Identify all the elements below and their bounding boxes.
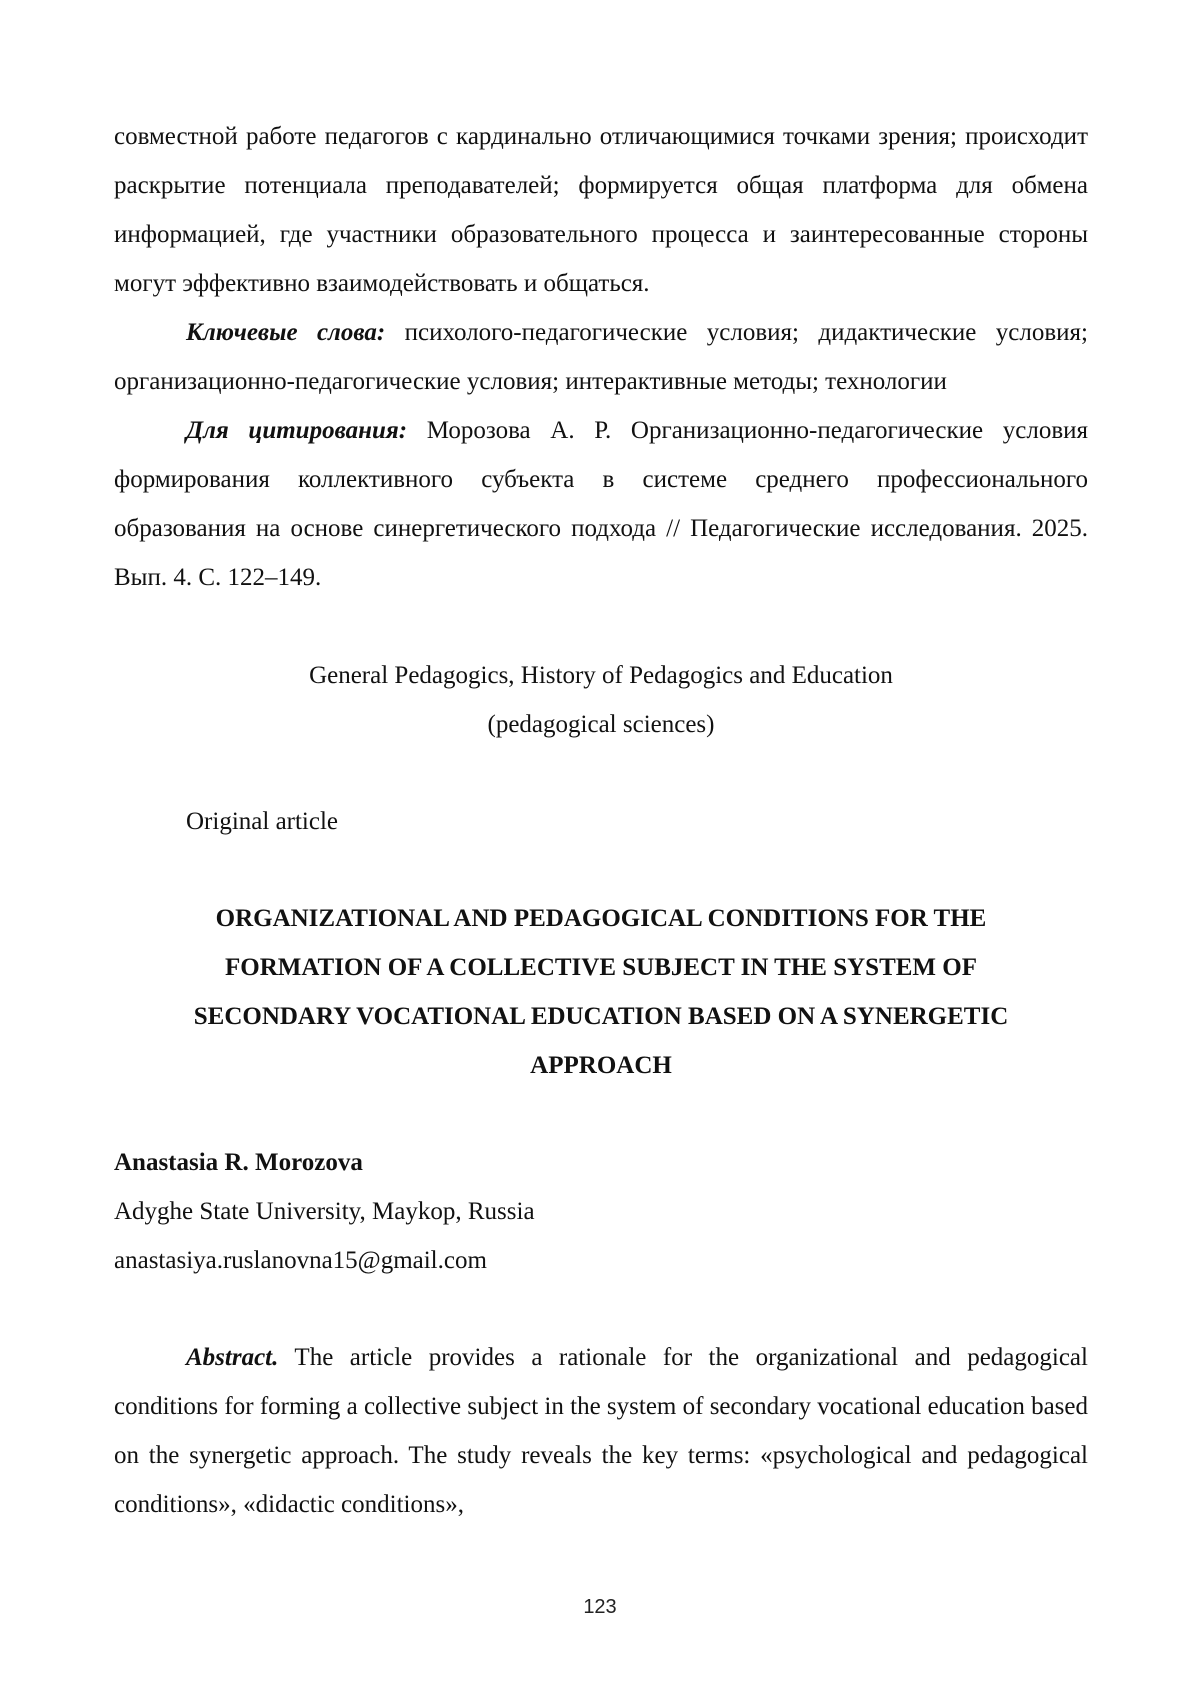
citation-paragraph — [114, 406, 1088, 602]
citation-text: Морозова А. Р. Организационно-педагогические условия формирования коллективного субъекта в системе среднего профессионального образования на основе синергетического подхода // Педагогические исследования. 2025. Вып. 4. С. 122–149. — [114, 417, 1089, 591]
title-line-3: SECONDARY VOCATIONAL EDUCATION BASED ON A SYNERGETIC — [193, 1003, 1009, 1030]
continuation-text: совместной работе педагогов с кардинально отличающимися точками зрения; происходит раскрытие потенциала преподавателей; формируется общая платформа для обмена информацией, где участники образовательного процесса и заинтересованные стороны могут эффективно взаимодействовать и общаться. — [114, 123, 1088, 297]
continuation-paragraph — [114, 112, 1088, 308]
author-name: Anastasia R. Morozova — [114, 1149, 363, 1176]
keywords-paragraph — [114, 308, 1088, 406]
abstract-paragraph — [114, 1333, 1088, 1529]
article-title — [114, 894, 1088, 1090]
abstract-label: Abstract. — [186, 1344, 279, 1371]
article-type: Original article — [186, 808, 339, 835]
rubric — [114, 651, 1088, 749]
title-line-4: APPROACH — [530, 1052, 672, 1079]
keywords-label: Ключевые слова: — [186, 319, 386, 346]
rubric-line-1: General Pedagogics, History of Pedagogics and Education — [309, 662, 893, 689]
keywords-text: психолого-педагогические условия; дидактические условия; организационно-педагогические условия; интерактивные методы; технологии — [114, 319, 1089, 395]
title-line-2: FORMATION OF A COLLECTIVE SUBJECT IN THE SYSTEM OF — [224, 954, 977, 981]
author-affiliation: Adyghe State University, Maykop, Russia — [114, 1198, 535, 1225]
page-body — [114, 112, 1088, 1529]
page-number: 123 — [583, 1596, 617, 1618]
author-email: anastasiya.ruslanovna15@gmail.com — [114, 1247, 487, 1274]
title-line-1: ORGANIZATIONAL AND PEDAGOGICAL CONDITIONS FOR THE — [215, 905, 987, 932]
abstract-text: The article provides a rationale for the organizational and pedagogical conditions for forming a collective subject in the system of secondary vocational education based on the synergetic approach. The study reveals the key terms: «psychological and pedagogical conditions», «didactic conditions», — [114, 1344, 1089, 1518]
rubric-line-2: (pedagogical sciences) — [487, 711, 715, 738]
citation-label: Для цитирования: — [186, 417, 408, 444]
